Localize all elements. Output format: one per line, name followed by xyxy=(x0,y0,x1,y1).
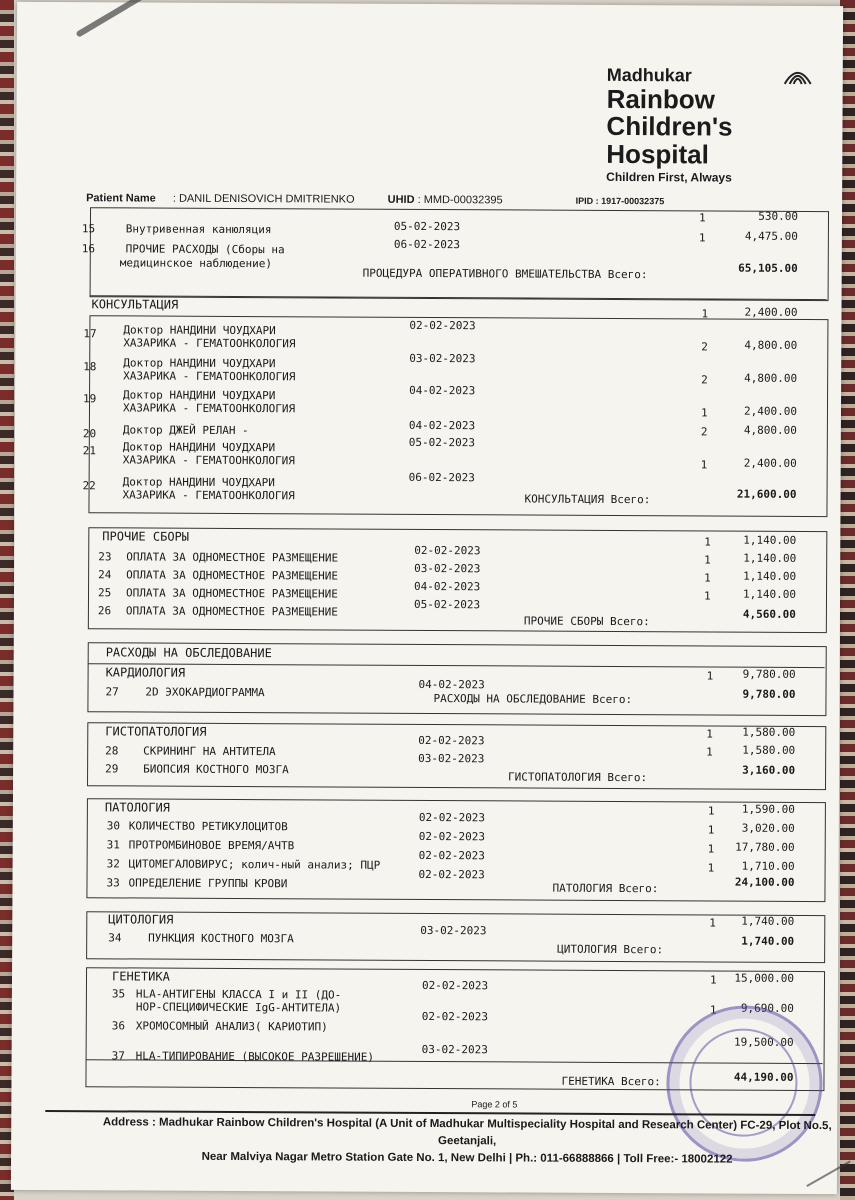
row-35-date: 02-02-2023 xyxy=(421,978,489,993)
patient-name-value: : DANIL DENISOVICH DMITRIENKO xyxy=(172,192,355,206)
patient-header xyxy=(86,192,664,207)
row-35-desc2: НОР-СПЕЦИФИЧЕСКИЕ IgG-АНТИТЕЛА) xyxy=(135,1000,342,1015)
right-border-strip xyxy=(840,0,855,1200)
footer-line-2: Near Malviya Nagar Metro Station Gate No. 1, New Delhi | Ph.: 011-66888866 | Toll Free:- 18002122 xyxy=(201,1150,733,1166)
row-18-desc: Доктор НАНДИНИ ЧОУДХАРИ xyxy=(123,356,276,371)
row-16-date: 06-02-2023 xyxy=(393,237,461,252)
row-20-desc: Доктор ДЖЕЙ РЕЛАН - xyxy=(122,423,249,438)
row-29-number: 29 xyxy=(105,762,119,776)
row-18-desc2: ХАЗАРИКА - ГЕМАТООНКОЛОГИЯ xyxy=(123,369,296,384)
cardiology-title: КАРДИОЛОГИЯ xyxy=(105,665,186,680)
row-28-desc: СКРИНИНГ НА АНТИТЕЛА xyxy=(143,744,276,759)
histopathology-total: 3,160.00 xyxy=(742,763,796,777)
row-16-amount: 4,475.00 xyxy=(744,229,798,243)
row-22-date: 06-02-2023 xyxy=(408,470,475,485)
row-18-qty: 2 xyxy=(701,340,708,354)
row-19-number: 19 xyxy=(83,392,97,406)
row-31-number: 31 xyxy=(106,838,120,852)
row-36-number: 36 xyxy=(111,1019,126,1033)
row-34-qty: 1 xyxy=(709,916,716,930)
row-33-qty: 1 xyxy=(707,861,715,875)
row-17-desc2: ХАЗАРИКА - ГЕМАТООНКОЛОГИЯ xyxy=(123,336,296,351)
row-34: 34 ПУНКЦИЯ КОСТНОГО МОЗГА xyxy=(108,931,294,946)
row-23-qty: 1 xyxy=(704,535,711,549)
row-26-amount: 1,140.00 xyxy=(743,587,797,601)
row-24-desc: ОПЛАТА ЗА ОДНОМЕСТНОЕ РАЗМЕЩЕНИЕ xyxy=(126,568,339,583)
row-34-date: 03-02-2023 xyxy=(420,923,487,938)
other-charges-total-label: ПРОЧИЕ СБОРЫ Всего: xyxy=(523,614,650,629)
exam-title: РАСХОДЫ НА ОБСЛЕДОВАНИЕ xyxy=(105,645,272,661)
row-35-number: 35 xyxy=(111,987,126,1001)
logo-line-4: Hospital xyxy=(606,138,709,170)
procedure-total-label: ПРОЦЕДУРА ОПЕРАТИВНОГО ВМЕШАТЕЛЬСТВА Всего: xyxy=(362,266,648,282)
row-25-number: 25 xyxy=(97,586,112,600)
row-33-desc: ОПРЕДЕЛЕНИЕ ГРУППЫ КРОВИ xyxy=(128,876,288,891)
row-25-desc: ОПЛАТА ЗА ОДНОМЕСТНОЕ РАЗМЕЩЕНИЕ xyxy=(125,586,338,601)
row-29-qty: 1 xyxy=(706,745,713,759)
exam-total: 9,780.00 xyxy=(742,687,796,701)
row-19-date: 04-02-2023 xyxy=(409,383,476,398)
row-30-amount: 1,590.00 xyxy=(741,802,795,816)
row-18-amount: 4,800.00 xyxy=(744,338,798,352)
row-27-amount: 9,780.00 xyxy=(742,667,796,681)
row-21-desc2: ХАЗАРИКА - ГЕМАТООНКОЛОГИЯ xyxy=(122,453,295,468)
footer-line-1: Address : Madhukar Rainbow Children's Hospital (A Unit of Madhukar Multispeciality Hospital and Research Center) FC-29, Plot No.5, Geetanjali, xyxy=(102,1116,832,1148)
uhid-value: : MMD-00032395 xyxy=(417,193,503,207)
row-19-desc2: ХАЗАРИКА - ГЕМАТООНКОЛОГИЯ xyxy=(122,401,296,416)
histopathology-title: ГИСТОПАТОЛОГИЯ xyxy=(105,724,207,739)
cytology-title: ЦИТОЛОГИЯ xyxy=(108,912,174,927)
row-33-number: 33 xyxy=(106,876,120,890)
row-25-qty: 1 xyxy=(704,571,711,585)
row-28-date: 02-02-2023 xyxy=(418,733,485,748)
hospital-logo xyxy=(606,65,807,185)
row-21-desc: Доктор НАНДИНИ ЧОУДХАРИ xyxy=(122,440,276,455)
row-33-date: 02-02-2023 xyxy=(418,867,485,882)
row-24-number: 24 xyxy=(98,568,112,582)
row-15-amount: 530.00 xyxy=(758,209,799,223)
row-32-qty: 1 xyxy=(707,842,715,856)
row-16: 16 ПРОЧИЕ РАСХОДЫ (Сборы на xyxy=(81,242,285,257)
row-32-date: 02-02-2023 xyxy=(418,848,485,863)
row-37-amount: 19,500.00 xyxy=(734,1035,794,1049)
row-27-date: 04-02-2023 xyxy=(418,677,485,692)
row-18-number: 18 xyxy=(83,360,97,374)
row-21-number: 21 xyxy=(82,444,97,458)
row-26-date: 05-02-2023 xyxy=(413,597,481,612)
other-charges-total: 4,560.00 xyxy=(742,607,796,621)
row-30-number: 30 xyxy=(106,819,121,833)
row-18-date: 03-02-2023 xyxy=(409,351,476,366)
row-31-amount: 3,020.00 xyxy=(741,821,795,835)
patient-name-label: Patient Name xyxy=(86,192,156,205)
consultation-total: 21,600.00 xyxy=(736,487,797,501)
row-23-amount: 1,140.00 xyxy=(743,533,797,547)
row-17-amount: 2,400.00 xyxy=(744,305,798,319)
procedure-total: 65,105.00 xyxy=(738,261,798,275)
genetics-total-label: ГЕНЕТИКА Всего: xyxy=(561,1074,661,1089)
row-23-date: 02-02-2023 xyxy=(414,543,481,558)
row-32-desc: ЦИТОМЕГАЛОВИРУС; колич-ный анализ; ПЦР xyxy=(128,857,381,872)
row-34-amount: 1,740.00 xyxy=(741,914,795,928)
row-37-number: 37 xyxy=(111,1049,125,1063)
uhid-label: UHID xyxy=(387,193,415,206)
row-30-desc: КОЛИЧЕСТВО РЕТИКУЛОЦИТОВ xyxy=(128,819,288,834)
row-22-qty: 1 xyxy=(700,458,708,472)
row-26-qty: 1 xyxy=(703,589,711,603)
row-24-amount: 1,140.00 xyxy=(743,551,797,565)
row-32-amount: 17,780.00 xyxy=(735,840,795,854)
pen-shadow xyxy=(75,0,302,38)
consultation-title: КОНСУЛЬТАЦИЯ xyxy=(91,297,179,312)
row-32-number: 32 xyxy=(106,857,120,871)
row-21-qty: 2 xyxy=(700,425,708,439)
row-37-date: 03-02-2023 xyxy=(421,1042,488,1057)
row-20-amount: 2,400.00 xyxy=(743,404,798,418)
row-15: 15 Внутривенная канюляция xyxy=(81,222,272,237)
logo-line-3: Children's xyxy=(606,110,733,142)
row-28-amount: 1,580.00 xyxy=(742,725,796,739)
row-17-desc: Доктор НАНДИНИ ЧОУДХАРИ xyxy=(123,323,276,338)
row-21-amount: 4,800.00 xyxy=(743,423,797,437)
row-22-desc: Доктор НАНДИНИ ЧОУДХАРИ xyxy=(122,475,275,490)
pathology-total: 24,100.00 xyxy=(734,875,795,889)
row-23-number: 23 xyxy=(98,550,112,564)
row-21-date: 05-02-2023 xyxy=(408,435,476,450)
histopathology-total-label: ГИСТОПАТОЛОГИЯ Всего: xyxy=(508,770,648,785)
row-26-number: 26 xyxy=(97,604,112,618)
row-28-qty: 1 xyxy=(706,727,713,741)
ipid-value: IPID : 1917-00032375 xyxy=(575,195,665,207)
row-25-amount: 1,140.00 xyxy=(743,569,797,583)
row-35-desc: HLA-АНТИГЕНЫ КЛАССА I и II (ДО- xyxy=(135,987,342,1002)
exam-total-label: РАСХОДЫ НА ОБСЛЕДОВАНИЕ Всего: xyxy=(433,692,633,707)
row-28-number: 28 xyxy=(105,744,119,758)
row-23-desc: ОПЛАТА ЗА ОДНОМЕСТНОЕ РАЗМЕЩЕНИЕ xyxy=(126,550,339,565)
row-16-desc2: медицинское наблюдение) xyxy=(119,256,273,271)
row-19-amount: 4,800.00 xyxy=(744,371,798,385)
row-29-date: 03-02-2023 xyxy=(418,751,485,766)
row-20-date: 04-02-2023 xyxy=(408,418,476,433)
logo-line-1: Madhukar xyxy=(606,64,692,86)
row-24-qty: 1 xyxy=(704,553,711,567)
row-22-amount: 2,400.00 xyxy=(743,456,797,470)
row-27: 27 2D ЭХОКАРДИОГРАММА xyxy=(105,685,265,700)
row-22-number: 22 xyxy=(82,479,96,493)
row-36-amount: 9,690.00 xyxy=(740,1001,794,1015)
logo-line-2: Rainbow xyxy=(606,83,716,115)
row-30-qty: 1 xyxy=(707,804,715,818)
row-31-desc: ПРОТРОМБИНОВОЕ ВРЕМЯ/АЧТВ xyxy=(128,838,295,853)
row-17-date: 02-02-2023 xyxy=(409,318,476,333)
row-17-qty: 1 xyxy=(701,307,709,321)
row-36-qty: 1 xyxy=(709,1003,717,1017)
row-22-desc2: ХАЗАРИКА - ГЕМАТООНКОЛОГИЯ xyxy=(122,488,295,503)
row-24-date: 03-02-2023 xyxy=(414,561,481,576)
row-19-desc: Доктор НАНДИНИ ЧОУДХАРИ xyxy=(123,388,276,403)
row-20-qty: 1 xyxy=(700,406,708,420)
pathology-title: ПАТОЛОГИЯ xyxy=(104,800,170,815)
row-37-desc: HLA-ТИПИРОВАНИЕ (ВЫСОКОЕ РАЗРЕШЕНИЕ) xyxy=(135,1049,375,1064)
row-20-number: 20 xyxy=(82,427,97,441)
row-36-date: 02-02-2023 xyxy=(421,1009,489,1024)
row-35-qty: 1 xyxy=(709,973,717,987)
logo-tagline: Children First, Always xyxy=(606,169,732,185)
row-27-qty: 1 xyxy=(706,669,714,683)
row-30-date: 02-02-2023 xyxy=(418,810,486,825)
row-31-date: 02-02-2023 xyxy=(418,829,486,844)
row-29-desc: БИОПСИЯ КОСТНОГО МОЗГА xyxy=(143,762,289,777)
row-26-desc: ОПЛАТА ЗА ОДНОМЕСТНОЕ РАЗМЕЩЕНИЕ xyxy=(125,604,338,619)
row-17-number: 17 xyxy=(83,327,97,341)
cytology-total-label: ЦИТОЛОГИЯ Всего: xyxy=(557,942,664,957)
genetics-total: 44,190.00 xyxy=(733,1070,794,1084)
row-25-date: 04-02-2023 xyxy=(414,579,481,594)
other-charges-title: ПРОЧИЕ СБОРЫ xyxy=(102,529,190,544)
page-number: Page 2 of 5 xyxy=(471,1099,518,1110)
pathology-total-label: ПАТОЛОГИЯ Всего: xyxy=(552,881,659,896)
document-page xyxy=(11,2,843,1194)
row-35-amount: 15,000.00 xyxy=(734,971,795,985)
consultation-total-label: КОНСУЛЬТАЦИЯ Всего: xyxy=(524,492,651,507)
row-15-qty: 1 xyxy=(698,211,706,225)
row-16-qty: 1 xyxy=(698,231,706,245)
cytology-total: 1,740.00 xyxy=(741,934,795,948)
row-29-amount: 1,580.00 xyxy=(742,743,796,757)
row-15-date: 05-02-2023 xyxy=(393,219,461,234)
row-36-desc: ХРОМОСОМНЫЙ АНАЛИЗ( КАРИОТИП) xyxy=(135,1019,328,1034)
row-19-qty: 2 xyxy=(701,373,708,387)
row-33-amount: 1,710.00 xyxy=(741,859,795,873)
footer-address xyxy=(97,1114,837,1169)
genetics-title: ГЕНЕТИКА xyxy=(111,969,170,984)
row-31-qty: 1 xyxy=(707,823,715,837)
